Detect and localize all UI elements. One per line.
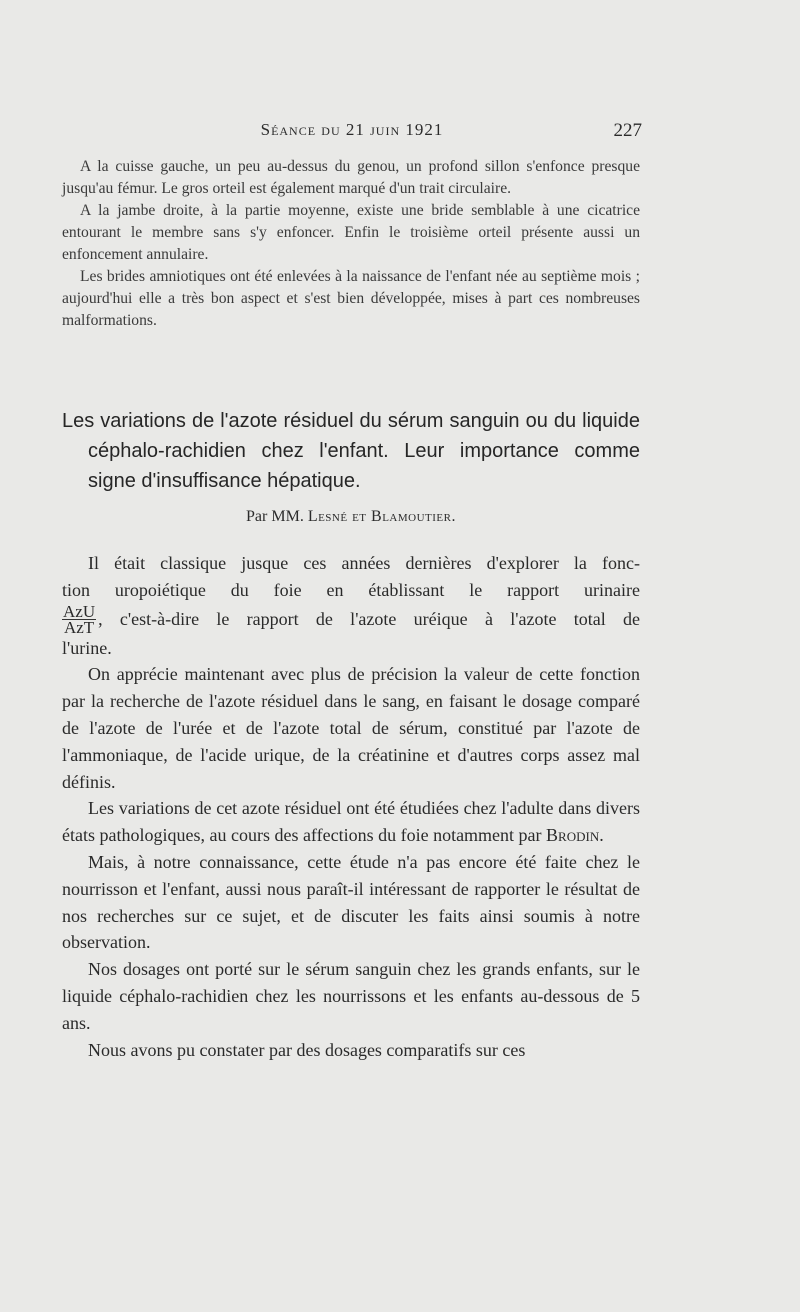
paragraph-text: Les variations de cet azote résiduel ont été étudiées chez l'adulte dans divers états pathologiques, au cours des affections du foie notamment par (62, 798, 640, 846)
running-title: Séance du 21 juin 1921 (260, 120, 444, 139)
byline-prefix: Par MM. (246, 508, 304, 525)
paragraph: Nos dosages ont porté sur le sérum sanguin chez les grands enfants, sur le liquide céphalo-rachidien chez les nourrissons et les enfants au-dessous de 5 ans. (62, 959, 640, 1033)
urinary-ratio (62, 601, 96, 637)
page-number: 227 (613, 120, 642, 141)
ratio-denominator: AzT (63, 617, 95, 637)
paragraph: Nous avons pu constater par des dosages comparatifs sur ces (88, 1039, 526, 1060)
byline (62, 508, 640, 526)
title-line: signe d'insuffisance hépatique. (88, 470, 361, 492)
cited-author: Brodin. (546, 825, 604, 846)
article-body (62, 550, 640, 1063)
text-line: , c'est-à-dire le rapport de l'azote uréique à l'azote total de (98, 608, 640, 629)
article-title (62, 406, 640, 496)
paragraph: On apprécie maintenant avec plus de précision la valeur de cette fonction par la recherche de l'azote résiduel dans le sang, en faisant le dosage comparé de l'azote de l'urée et de l'azote total de sérum, constitué par l'azote de l'ammoniaque, de l'acide urique, de la créatinine et d'autres corps assez mal définis. (62, 664, 640, 792)
title-line: Les variations de l'azote résiduel du sérum sanguin ou du liquide (62, 410, 640, 432)
running-header (62, 120, 642, 148)
text-line: l'urine. (62, 637, 112, 658)
paragraph: Mais, à notre connaissance, cette étude n'a pas encore été faite chez le nourrisson et l'enfant, aussi nous paraît-il intéressant de rapporter le résultat de nos recherches sur ce sujet, et de discuter les faits ainsi soumis à notre observation. (62, 851, 640, 953)
case-description (62, 156, 640, 332)
ratio-line (62, 601, 640, 637)
paragraph: Les brides amniotiques ont été enlevées à la naissance de l'enfant née au septième mois ; aujourd'hui elle a très bon aspect et s'est bien développée, mises à part ces nombreuses malformations. (62, 268, 640, 329)
text-line: tion uropoiétique du foie en établissant le rapport urinaire (62, 579, 640, 600)
paragraph: A la cuisse gauche, un peu au-dessus du genou, un profond sillon s'enfonce presque jusqu'au fémur. Le gros orteil est également marqué d'un trait circulaire. (62, 158, 640, 197)
paragraph (62, 795, 640, 849)
title-line: céphalo-rachidien chez l'enfant. Leur importance comme (88, 440, 640, 462)
text-line: Il était classique jusque ces années dernières d'explorer la fonc- (88, 553, 640, 573)
byline-authors: Lesné et Blamoutier. (307, 508, 456, 525)
ratio-numerator: AzU (63, 601, 96, 621)
paragraph: A la jambe droite, à la partie moyenne, existe une bride semblable à une cicatrice entourant le membre sans s'y enfoncer. Enfin le troisième orteil présente aussi un enfoncement annulaire. (62, 202, 640, 263)
